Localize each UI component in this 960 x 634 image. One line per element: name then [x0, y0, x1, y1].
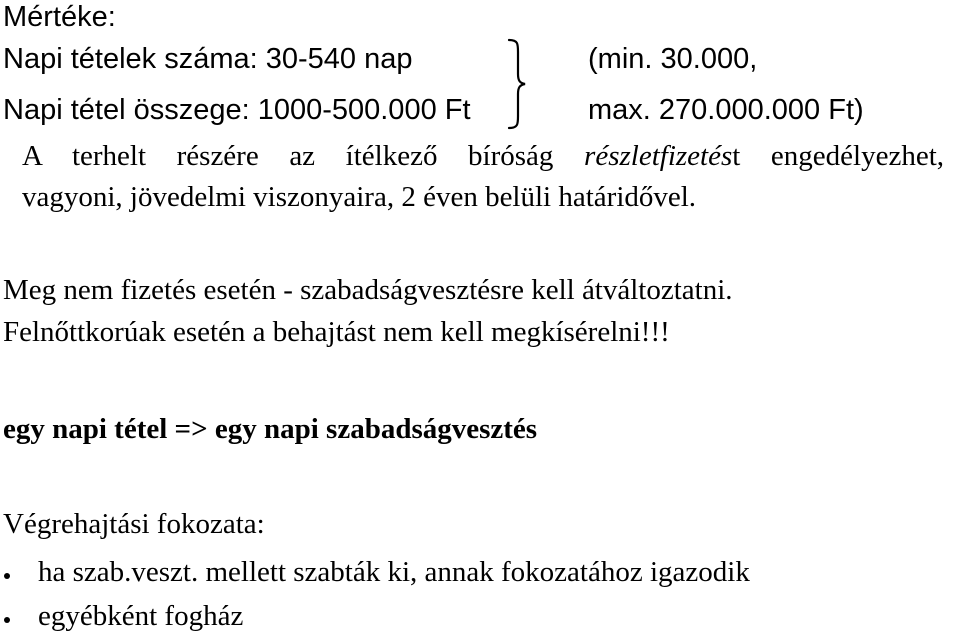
right-brace-icon: [506, 38, 528, 130]
list-item: ha szab.veszt. mellett szabták ki, annak fokozatához igazodik: [38, 556, 750, 588]
note-line-1: Meg nem fizetés esetén - szabadságvesztésre kell átváltoztatni.: [3, 274, 733, 306]
bullet-icon: [4, 617, 10, 623]
paragraph-text-italic: részletfizetés: [584, 140, 733, 172]
paragraph-installment: [584, 140, 944, 172]
equivalence-statement: egy napi tétel => egy napi szabadságvesztés: [3, 413, 538, 445]
paragraph-text-after: t engedélyezhet,: [732, 140, 945, 172]
note-line-2: Felnőttkorúak esetén a behajtást nem kell megkísérelni!!!: [3, 316, 670, 348]
range-line-1-left: Napi tételek száma: 30-540 nap: [3, 43, 413, 75]
range-line-2-left: Napi tétel összege: 1000-500.000 Ft: [3, 94, 471, 126]
paragraph-text-before: A terhelt részére az ítélkező bíróság: [22, 140, 554, 172]
enforcement-title: Végrehajtási fokozata:: [3, 508, 265, 540]
range-line-1-right: (min. 30.000,: [588, 43, 758, 75]
range-line-2-right: max. 270.000.000 Ft): [588, 94, 864, 126]
list-item: egyébként fogház: [38, 600, 244, 632]
paragraph-line-1: [22, 142, 944, 171]
bullet-icon: [4, 573, 10, 579]
heading-mertek: Mértéke:: [3, 1, 116, 33]
paragraph-line-2: vagyoni, jövedelmi viszonyaira, 2 éven belüli határidővel.: [22, 181, 697, 213]
